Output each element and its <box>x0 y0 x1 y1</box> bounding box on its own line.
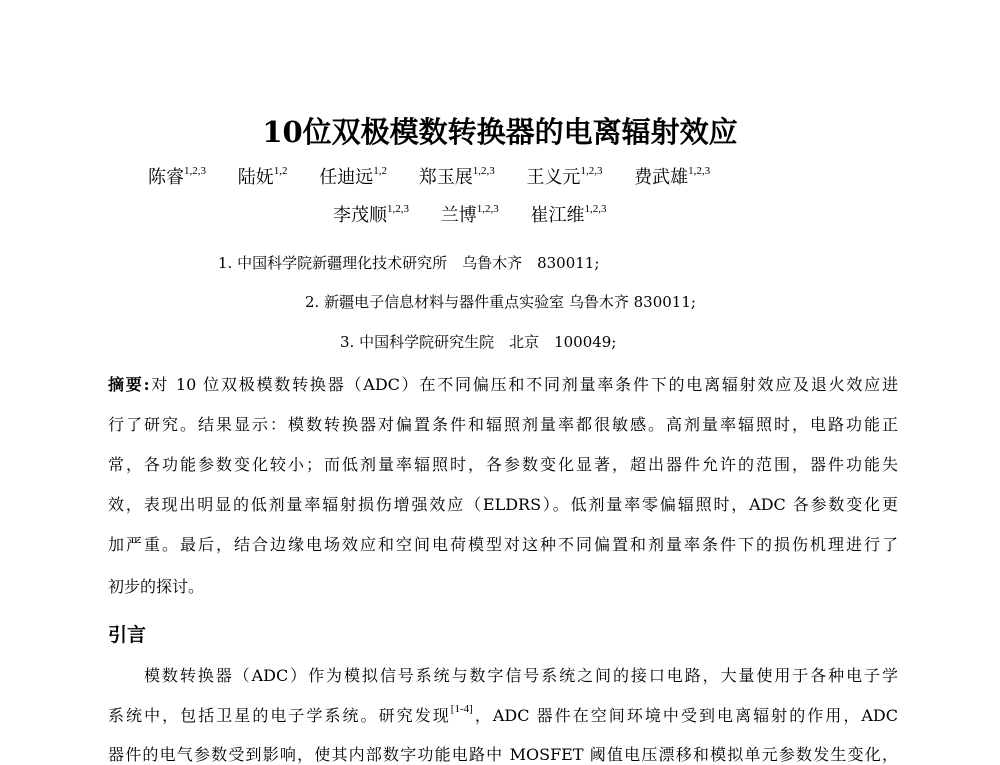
author-affiliation-marker: 1,2,3 <box>584 203 607 215</box>
author-name: 王义元 <box>526 167 581 188</box>
abstract-label: 摘要: <box>108 375 150 394</box>
author-name: 郑玉展 <box>418 167 473 188</box>
author <box>441 205 499 226</box>
author-affiliation-marker: 1,2,3 <box>476 203 499 215</box>
body-line: 模数转换器（ADC）作为模拟信号系统与数字信号系统之间的接口电路，大量使用于各种电子学 <box>144 666 898 685</box>
author <box>526 167 602 188</box>
author <box>634 167 710 188</box>
author <box>319 167 387 188</box>
author-name: 费武雄 <box>634 167 689 188</box>
author-name: 任迪远 <box>319 167 374 188</box>
author-list-row-2 <box>333 201 632 227</box>
author-name: 陆妩 <box>237 167 274 188</box>
author-list-row-1 <box>148 163 736 189</box>
affiliation-2: 2. 新疆电子信息材料与器件重点实验室 乌鲁木齐 830011; <box>305 293 696 311</box>
author-affiliation-marker: 1,2,3 <box>688 165 711 177</box>
author-affiliation-marker: 1,2 <box>373 165 387 177</box>
author <box>530 205 606 226</box>
author-affiliation-marker: 1,2,3 <box>387 203 409 215</box>
abstract-text: 对 10 位双极模数转换器（ADC）在不同偏压和不同剂量率条件下的电离辐射效应及退火效应进 <box>149 375 898 394</box>
author-affiliation-marker: 1,2 <box>273 165 288 177</box>
abstract-line <box>108 372 898 395</box>
author <box>419 167 495 188</box>
abstract-line: 效，表现出明显的低剂量率辐射损伤增强效应（ELDRS）。低剂量率零偏辐照时，ADC 各参数变化更 <box>108 495 898 514</box>
author <box>333 205 409 226</box>
abstract-line: 常，各功能参数变化较小；而低剂量率辐照时，各参数变化显著，超出器件允许的范围，器件功能失 <box>108 455 898 474</box>
affiliation-1: 1. 中国科学院新疆理化技术研究所 乌鲁木齐 830011; <box>218 254 600 272</box>
body-line <box>108 703 898 726</box>
abstract-line: 行了研究。结果显示：模数转换器对偏置条件和辐照剂量率都很敏感。高剂量率辐照时，电路功能正 <box>108 415 898 434</box>
citation-reference[interactable]: [1-4] <box>450 703 473 715</box>
abstract-line: 加严重。最后，结合边缘电场效应和空间电荷模型对这种不同偏置和剂量率条件下的损伤机理进行了 <box>108 535 898 554</box>
author-affiliation-marker: 1,2,3 <box>580 165 603 177</box>
abstract-line: 初步的探讨。 <box>108 577 205 596</box>
author-name: 李茂顺 <box>333 205 387 226</box>
author <box>148 167 206 188</box>
author-name: 兰博 <box>440 205 477 226</box>
body-line: 器件的电气参数受到影响，使其内部数字功能电路中 MOSFET 阈值电压漂移和模拟单元参数发生变化， <box>108 745 898 764</box>
body-text: ，ADC 器件在空间环境中受到电离辐射的作用，ADC <box>472 706 898 725</box>
author <box>238 167 288 188</box>
body-text: 系统中，包括卫星的电子学系统。研究发现 <box>108 706 451 725</box>
author-affiliation-marker: 1,2,3 <box>472 165 495 177</box>
author-name: 陈睿 <box>148 167 184 188</box>
section-heading-introduction: 引言 <box>108 624 147 646</box>
author-affiliation-marker: 1,2,3 <box>184 165 206 177</box>
author-name: 崔江维 <box>530 205 585 226</box>
paper-title: 10位双极模数转换器的电离辐射效应 <box>262 115 738 149</box>
affiliation-3: 3. 中国科学院研究生院 北京 100049; <box>340 333 617 351</box>
